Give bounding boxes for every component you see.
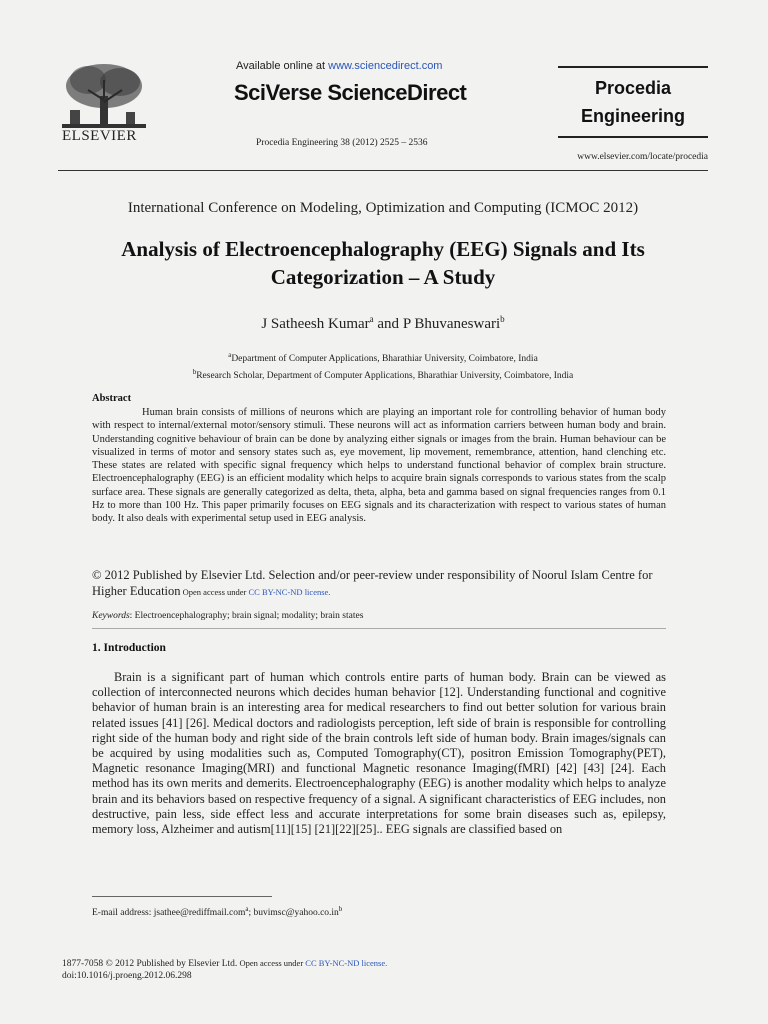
- abstract-divider: [92, 628, 666, 629]
- email-text-2: ; buvimsc@yahoo.co.in: [248, 908, 339, 919]
- author-1: J Satheesh Kumar: [261, 316, 370, 332]
- title-line-1: Analysis of Electroencephalography (EEG) Signals and Its: [121, 237, 645, 261]
- affiliation-a: [58, 349, 708, 366]
- keywords-line: [92, 611, 666, 621]
- email-text-1: E-mail address: jsathee@rediffmail.com: [92, 908, 246, 919]
- platform-logo-text: SciVerse ScienceDirect: [234, 80, 467, 105]
- journal-url-link[interactable]: www.elsevier.com/locate/procedia: [577, 152, 708, 162]
- license-link[interactable]: CC BY-NC-ND license.: [248, 587, 331, 597]
- introduction-paragraph: Brain is a significant part of human which controls entire parts of human body. Brain can be viewed as collection of interconnected neurons which decides human behavior [12]. Understanding functional and cognitive behavior of human brain is an interesting area for medical researchers to find out better solution for various brain related issues [41] [26]. Medical doctors and radiologists perception, left side of brain is responsible for controlling right side of the human body and right side of the brain controls left side of human body. Brain images/signals can be acquired by using modalities such as, Computed Tomography(CT), positron Emission Tomography(PET), Magnetic resonance Imaging(MRI) and functional Magnetic resonance Imaging(fMRI) [42] [43] [24]. Each method has its own merits and demerits. Electroencephalography (EEG) is another modality which helps to analyze brain and its behaviors based on respective frequency of a signal. A significant characteristics of EEG includes, non destructive, pain less, side effect less and accurate interpretations for some brain diseases such as, epilepsy, memory loss, Alzheimer and autism[11][15] [21][22][25].. EEG signals are classified based on: [92, 670, 666, 837]
- keywords-label: Keywords: [92, 611, 130, 621]
- journal-name-line2: Engineering: [580, 106, 685, 126]
- publisher-logo-text: ELSEVIER: [62, 128, 137, 144]
- footer-open-access-prefix: Open access under: [237, 958, 306, 968]
- email-footnote: [92, 905, 342, 918]
- author-1-affil-mark: a: [369, 314, 374, 324]
- author-list: [58, 314, 708, 333]
- conference-name: International Conference on Modeling, Optimization and Computing (ICMOC 2012): [127, 200, 639, 216]
- email-mark-b: b: [338, 905, 343, 913]
- affiliations: [58, 349, 708, 383]
- sciencedirect-link[interactable]: www.sciencedirect.com: [328, 60, 443, 72]
- footer-license-link[interactable]: CC BY-NC-ND license.: [305, 958, 388, 968]
- paper-title: [58, 235, 708, 291]
- author-conjunction: and: [373, 316, 403, 332]
- issn-text: 1877-7058 © 2012 Published by Elsevier Ltd.: [62, 959, 238, 969]
- availability-prefix: Available online at: [236, 60, 329, 72]
- journal-name-line1: Procedia: [594, 78, 672, 98]
- copyright-statement: [92, 567, 666, 600]
- abstract-text: [92, 406, 666, 526]
- abstract-heading: Abstract: [92, 393, 132, 404]
- keywords-list: : Electroencephalography; brain signal; modality; brain states: [129, 611, 364, 621]
- journal-box-bottom-rule: [558, 136, 708, 138]
- affiliation-b-mark: b: [192, 368, 197, 377]
- title-line-2: Categorization – A Study: [270, 265, 496, 289]
- affiliation-a-mark: a: [228, 351, 232, 359]
- abstract-body: Human brain consists of millions of neurons which are playing an important role for controlling behavior of human body with respect to internal/external motor/sensory stimuli. These neurons will act as information carriers between human body and brain. Understanding cognitive behaviour of brain can be done by analyzing either signals or images from the brain. Human behaviour can be visualized in terms of motor and sensory states such as, eye movement, lip movement, remembrance, attention, hand clenching etc. These states are related with specific signal frequency which helps to understand functional behavior of complex brain structure. Electroencephalography (EEG) is an efficient modality which helps to acquire brain signals corresponds to various states from the scalp surface area. These signals are generally categorized as delta, theta, alpha, beta and gamma based on signal frequencies ranges from 0.1 Hz to more than 100 Hz. This paper primarily focuses on EEG signals and its characterization with respect to various states of human body. It also deals with experimental setup used in EEG analysis.: [92, 407, 666, 525]
- open-access-prefix: Open access under: [180, 587, 249, 597]
- section-heading-introduction: 1. Introduction: [92, 642, 166, 654]
- author-2: P Bhuvaneswari: [402, 316, 501, 332]
- affiliation-b: [58, 366, 708, 383]
- issn-line: [62, 958, 387, 969]
- journal-citation: Procedia Engineering 38 (2012) 2525 – 2536: [256, 138, 428, 148]
- email-mark-a: a: [245, 905, 249, 913]
- availability-line: [236, 60, 442, 72]
- header-divider: [58, 170, 708, 171]
- footnote-divider: [92, 896, 272, 897]
- author-2-affil-mark: b: [500, 314, 505, 324]
- copyright-text: © 2012 Published by Elsevier Ltd. Selection and/or peer-review under responsibility of Noorul Islam Centre for Higher Education: [92, 568, 653, 598]
- affiliation-b-text: Research Scholar, Department of Computer Applications, Bharathiar University, Coimbatore, India: [196, 371, 574, 382]
- elsevier-tree-logo: [58, 60, 150, 132]
- doi-line: doi:10.1016/j.proeng.2012.06.298: [62, 971, 192, 981]
- affiliation-a-text: Department of Computer Applications, Bharathiar University, Coimbatore, India: [231, 354, 538, 365]
- journal-box-top-rule: [558, 66, 708, 68]
